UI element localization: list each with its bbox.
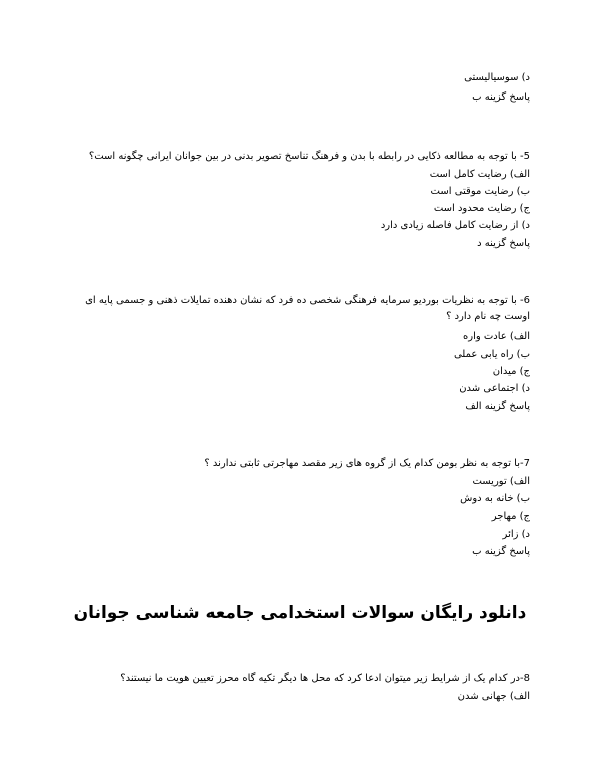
q7-option-c: ج) مهاجر <box>491 511 530 522</box>
page-heading: دانلود رایگان سوالات استخدامی جامعه شناسی جوانان <box>73 603 527 623</box>
q5-option-d: د) از رضایت کامل فاصله زیادی دارد <box>380 220 530 231</box>
q6-option-c: ج) میدان <box>492 366 530 377</box>
q5-option-a: الف) رضایت کامل است <box>429 169 530 180</box>
q7-question: 7-با توجه به نظر بومن کدام یک از گروه های زیر مقصد مهاجرتی ثابتی ندارند ؟ <box>204 458 530 469</box>
q5-question: 5- با توجه به مطالعه ذکایی در رابطه با بدن و فرهنگ تناسخ تصویر بدنی در بین جوانان ایرانی چگونه است؟ <box>88 151 530 162</box>
q4-option-d: د) سوسیالیستی <box>464 72 530 83</box>
q6-option-a: الف) عادت واره <box>463 331 530 342</box>
q8-option-a: الف) جهانی شدن <box>457 691 530 702</box>
q8-question: 8-در کدام یک از شرایط زیر میتوان ادعا کرد که محل ها دیگر تکیه گاه محرز تعیین هویت ما نیستند؟ <box>120 673 530 684</box>
q5-option-c: ج) رضایت محدود است <box>433 203 530 214</box>
q6-answer: پاسخ گزینه الف <box>465 401 530 412</box>
q5-answer: پاسخ گزینه د <box>477 238 530 249</box>
q7-answer: پاسخ گزینه ب <box>472 546 530 557</box>
q6-option-b: ب) راه یابی عملی <box>453 349 530 360</box>
q5-option-b: ب) رضایت موقتی است <box>430 186 530 197</box>
q4-answer: پاسخ گزینه ب <box>472 92 530 103</box>
q7-option-b: ب) خانه به دوش <box>460 493 530 504</box>
q6-question: 6- با توجه به نظریات بوردیو سرمایه فرهنگی شخصی ده فرد که نشان دهنده تمایلات ذهنی و جسمی پایه ای اوست چه نام دارد ؟ <box>85 295 530 322</box>
q7-option-a: الف) توریست <box>472 476 530 487</box>
q7-option-d: د) زائر <box>502 529 530 540</box>
q6-option-d: د) اجتماعی شدن <box>459 383 530 394</box>
